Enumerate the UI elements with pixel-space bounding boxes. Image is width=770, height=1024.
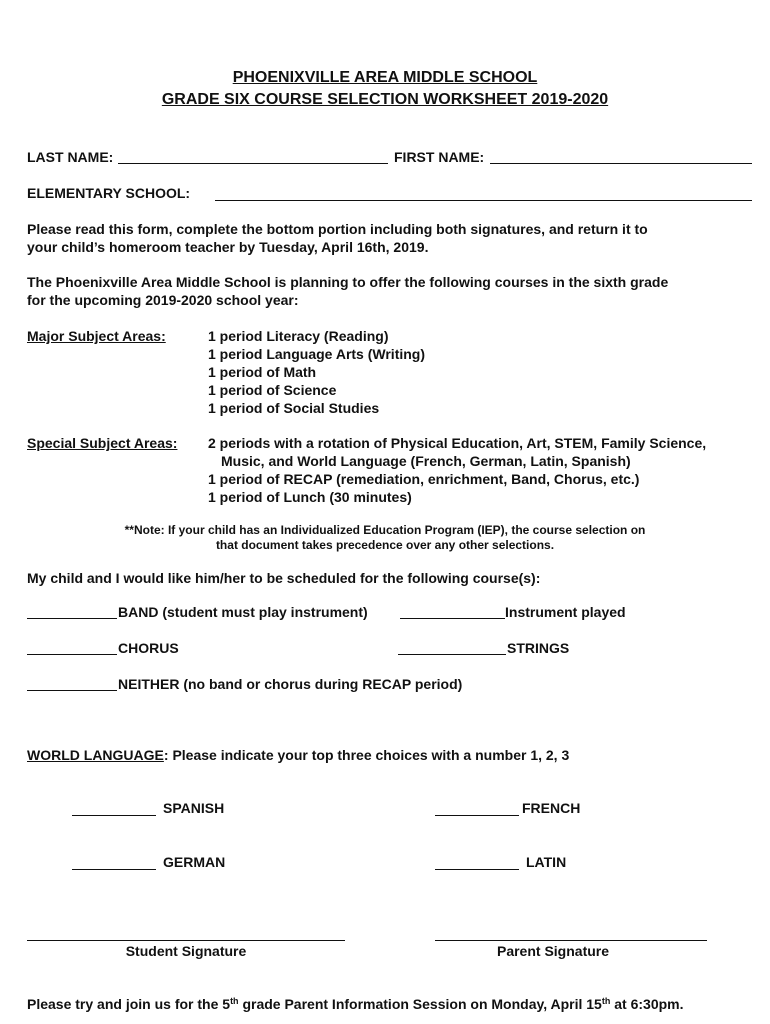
latin-blank[interactable]: [435, 869, 519, 870]
special-item: 2 periods with a rotation of Physical Education, Art, STEM, Family Science,: [208, 435, 707, 451]
special-item: 1 period of Lunch (30 minutes): [208, 489, 412, 505]
special-item: 1 period of RECAP (remediation, enrichment, Band, Chorus, etc.): [208, 471, 640, 487]
world-language-instruction: : Please indicate your top three choices with a number 1, 2, 3: [163, 747, 570, 763]
instrument-label: Instrument played: [505, 604, 626, 620]
plan-line-1: The Phoenixville Area Middle School is planning to offer the following courses in the sixth grade: [27, 274, 669, 290]
intro-line-1: Please read this form, complete the bottom portion including both signatures, and return it to: [27, 221, 648, 237]
french-blank[interactable]: [435, 815, 519, 816]
last-name-field[interactable]: [118, 163, 388, 164]
french-option: FRENCH: [522, 800, 581, 816]
strings-blank[interactable]: [398, 654, 506, 655]
world-language-heading: [27, 747, 569, 763]
spanish-blank[interactable]: [72, 815, 156, 816]
german-blank[interactable]: [72, 869, 156, 870]
parent-session-invite: [27, 996, 684, 1012]
last-name-label: LAST NAME:: [27, 149, 114, 165]
band-option: BAND (student must play instrument): [118, 604, 368, 620]
major-item: 1 period of Science: [208, 382, 337, 398]
neither-blank[interactable]: [27, 690, 117, 691]
footer-part-1: Please try and join us for the 5: [27, 996, 231, 1012]
major-item: 1 period of Social Studies: [208, 400, 380, 416]
school-name: PHOENIXVILLE AREA MIDDLE SCHOOL: [232, 69, 538, 86]
neither-option: NEITHER (no band or chorus during RECAP period): [118, 676, 463, 692]
chorus-blank[interactable]: [27, 654, 117, 655]
footer-part-3: at 6:30pm.: [610, 996, 684, 1012]
latin-option: LATIN: [526, 854, 567, 870]
band-blank[interactable]: [27, 618, 117, 619]
student-signature-label: Student Signature: [125, 943, 247, 959]
major-item: 1 period of Math: [208, 364, 317, 380]
iep-note-line-2: that document takes precedence over any other selections.: [215, 538, 555, 552]
intro-line-2: your child’s homeroom teacher by Tuesday, April 16th, 2019.: [27, 239, 429, 255]
footer-part-2: grade Parent Information Session on Monday, April 15: [238, 996, 602, 1012]
special-subjects-label: Special Subject Areas:: [27, 435, 178, 451]
student-signature-line[interactable]: [27, 940, 345, 941]
plan-line-2: for the upcoming 2019-2020 school year:: [27, 292, 299, 308]
parent-signature-line[interactable]: [435, 940, 707, 941]
major-item: 1 period Language Arts (Writing): [208, 346, 426, 362]
major-subjects-label: Major Subject Areas:: [27, 328, 166, 344]
special-item: Music, and World Language (French, German, Latin, Spanish): [221, 453, 631, 469]
parent-signature-label: Parent Signature: [496, 943, 610, 959]
footer-sup-2: th: [601, 996, 611, 1006]
first-name-label: FIRST NAME:: [394, 149, 485, 165]
major-item: 1 period Literacy (Reading): [208, 328, 389, 344]
elementary-school-label: ELEMENTARY SCHOOL:: [27, 185, 191, 201]
first-name-field[interactable]: [490, 163, 752, 164]
world-language-label: WORLD LANGUAGE: [27, 747, 164, 763]
strings-option: STRINGS: [507, 640, 570, 656]
chorus-option: CHORUS: [118, 640, 179, 656]
german-option: GERMAN: [163, 854, 226, 870]
iep-note-line-1: **Note: If your child has an Individualized Education Program (IEP), the course selection on: [124, 523, 646, 537]
footer-sup-1: th: [230, 996, 239, 1006]
schedule-prompt: My child and I would like him/her to be scheduled for the following course(s):: [27, 570, 541, 586]
instrument-blank[interactable]: [400, 618, 505, 619]
worksheet-title: GRADE SIX COURSE SELECTION WORKSHEET 2019-2020: [161, 91, 609, 108]
spanish-option: SPANISH: [163, 800, 225, 816]
elementary-school-field[interactable]: [215, 200, 752, 201]
